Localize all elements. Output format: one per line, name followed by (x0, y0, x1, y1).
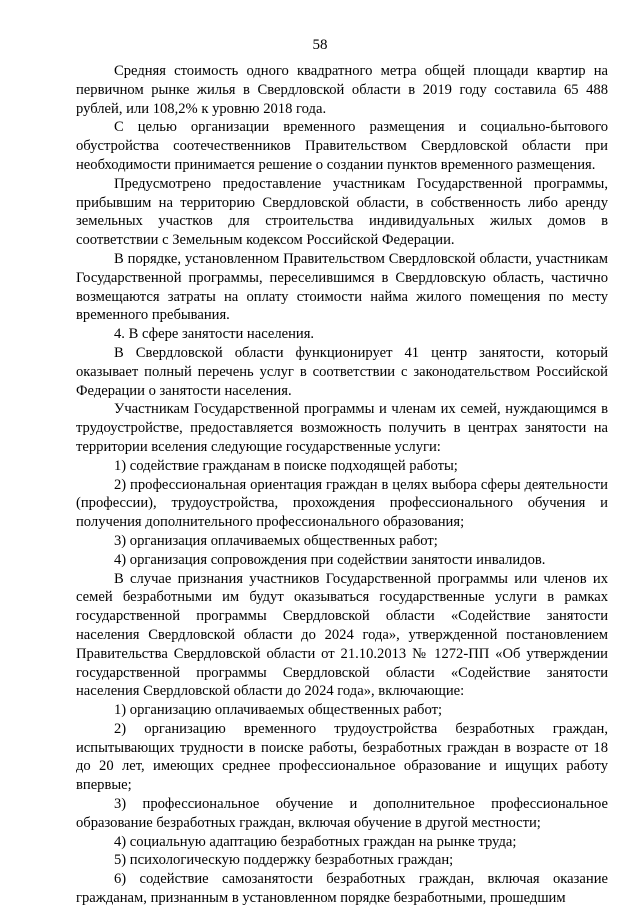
paragraph-employment-services-intro: Участникам Государственной программы и членам их семей, нуждающимся в трудоустройстве, предоставляется возможность получить в центрах занятости на территории вселения следующие государственные услуги: (76, 401, 608, 455)
list-item: 6) содействие самозанятости безработных граждан, включая оказание гражданам, признанным в установленном порядке безработными, прошедшим (76, 871, 608, 907)
list-item: 4) организация сопровождения при содействии занятости инвалидов. (114, 551, 546, 568)
paragraph-unemployed-services: В случае признания участников Государственной программы или членов их семей безработными им будут оказываться государственные услуги в рамках государственной программы Свердловской области «Содействие занятости населения Свердловской области до 2024 года», утвержденной постановлением Правительства Свердловской области от 21.10.2013 № 1272-ПП «Об утверждении государственной программы Свердловской области «Содействие занятости населения Свердловской области до 2024 года», включающие: (76, 570, 608, 700)
paragraph-rent-compensation: В порядке, установленном Правительством Свердловской области, участникам Государственной программы, переселившимся в Свердловскую область, частично возмещаются затраты на оплату стоимости найма жилого помещения по месту временного пребывания. (76, 250, 608, 324)
paragraph-housing-cost: Средняя стоимость одного квадратного метра общей площади квартир на первичном рынке жилья в Свердловской области в 2019 году составила 65 488 рублей, или 108,2% к уровню 2018 года. (76, 63, 608, 117)
list-item: 4) социальную адаптацию безработных граждан на рынке труда; (114, 833, 517, 850)
list-item: 5) психологическую поддержку безработных граждан; (114, 852, 454, 869)
list-item: 1) содействие гражданам в поиске подходящей работы; (114, 457, 458, 474)
document-body (76, 62, 608, 908)
list-item: 2) организацию временного трудоустройства безработных граждан, испытывающих трудности в поиске работы, безработных граждан в возрасте от 18 до 20 лет, имеющих среднее профессиональное образование и ищущих работу впервые; (76, 720, 608, 794)
list-item: 3) организация оплачиваемых общественных работ; (114, 532, 438, 549)
list-item: 1) организацию оплачиваемых общественных работ; (114, 702, 443, 719)
list-item: 3) профессиональное обучение и дополнительное профессиональное образование безработных граждан, включая обучение в другой местности; (76, 796, 608, 831)
paragraph-temporary-accommodation: С целью организации временного размещения и социально-бытового обустройства соотечественников Правительством Свердловской области при необходимости принимается решение о создании пунктов временного размещения. (76, 119, 608, 173)
page-number: 58 (312, 37, 328, 53)
paragraph-land-plots: Предусмотрено предоставление участникам Государственной программы, прибывшим на территорию Свердловской области, в собственность либо аренду земельных участков для строительства индивидуальных жилых домов в соответствии с Земельным кодексом Российской Федерации. (76, 175, 608, 249)
list-item: 2) профессиональная ориентация граждан в целях выбора сферы деятельности (профессии), трудоустройства, прохождения профессионального обучения и получения дополнительного профессионального образования; (76, 476, 608, 531)
section-heading-employment: 4. В сфере занятости населения. (114, 326, 315, 343)
paragraph-employment-centers: В Свердловской области функционирует 41 центр занятости, который оказывает полный перечень услуг в соответствии с законодательством Российской Федерации о занятости населения. (76, 344, 608, 399)
